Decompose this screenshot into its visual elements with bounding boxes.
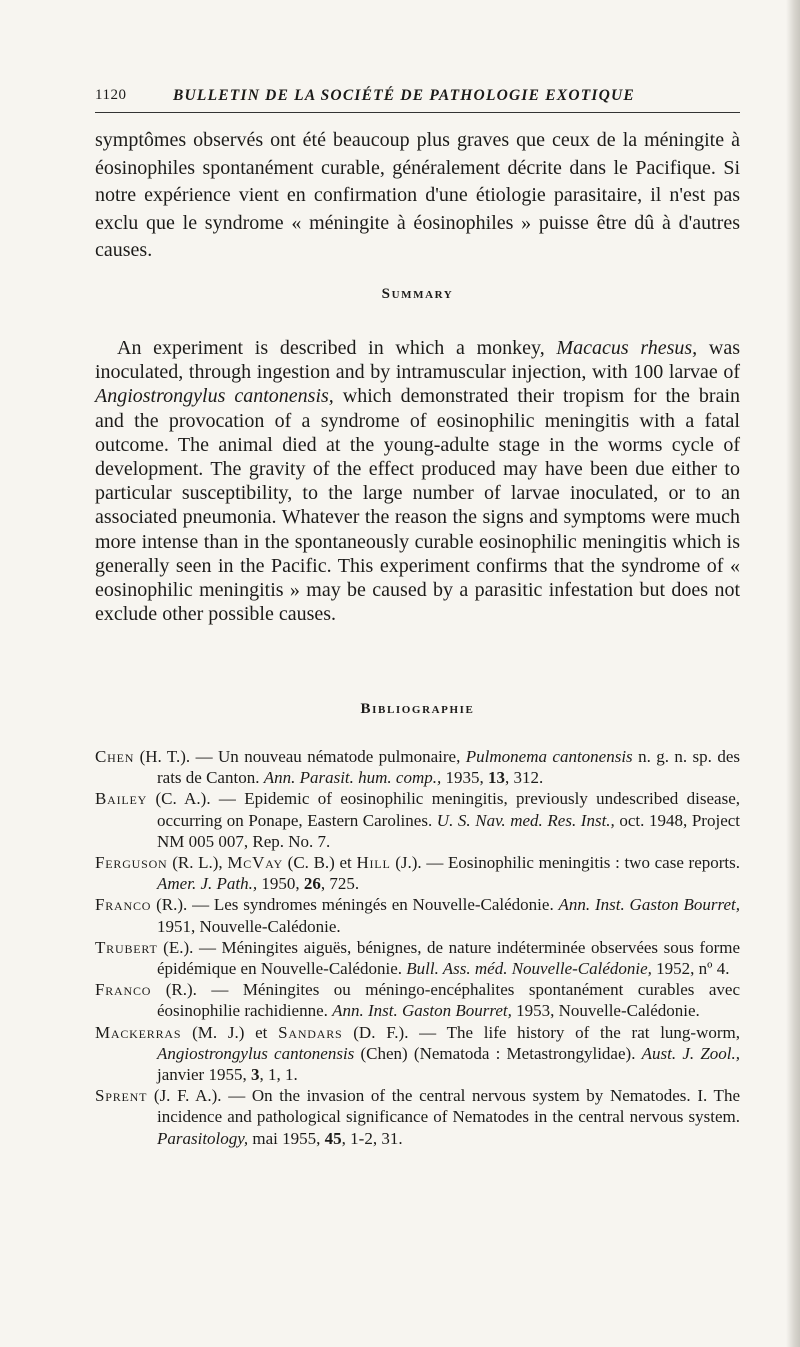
reference-ferguson: Ferguson (R. L.), McVay (C. B.) et Hill (J.). — Eosinophilic meningitis : two case reports. Amer. J. Path., 1950, 26, 725. <box>95 853 741 894</box>
summary-paragraph: An experiment is described in which a monkey, Macacus rhesus, was inoculated, through ingestion and by intramuscular injection, with 100 larvae of Angiostrongylus cantonensis, which demonstrated their tropism for the brain and the provocation of a syndrome of eosinophilic meningitis with a fatal outcome. The animal died at the young-adulte stage in the worms cycle of development. The gravity of the effect produced may have been due either to particular susceptibility, to the large number of larvae inoculated, or to an associated pneumonia. Whatever the reason the signs and symptoms were much more intense than in the spontaneously curable eosinophilic meningitis which is generally seen in the Pacific. This experiment confirms that the syndrome of « eosinophilic meningitis » may be caused by a parasitic infestation but does not exclude other possible causes. <box>95 337 741 626</box>
reference-chen: Chen (H. T.). — Un nouveau nématode pulmonaire, Pulmonema cantonensis n. g. n. sp. des rats de Canton. Ann. Parasit. hum. comp., 1935, 13, 312. <box>95 747 740 788</box>
header-rule <box>95 112 740 113</box>
reference-sprent: Sprent (J. F. A.). — On the invasion of the central nervous system by Nematodes. I. The incidence and pathological significance of Nematodes in the central nervous system. Parasitology, mai 1955, 45, 1-2, 31. <box>95 1086 740 1148</box>
species-macacus: Macacus rhesus, <box>556 337 698 359</box>
page-edge-shadow <box>786 0 800 1347</box>
french-paragraph: symptômes observés ont été beaucoup plus graves que ceux de la méningite à éosinophiles spontanément curable, généralement décrite dans le Pacifique. Si notre expérience vient en confirmation d'une étiologie parasitaire, il n'est pas exclu que le syndrome « méningite à éosinophiles » puisse être dû à d'autres causes. <box>95 129 740 262</box>
reference-trubert: Trubert (E.). — Méningites aiguës, bénignes, de nature indéterminée observées sous forme épidémique en Nouvelle-Calédonie. Bull. Ass. méd. Nouvelle-Calédonie, 1952, nº 4. <box>95 937 740 979</box>
running-header <box>95 84 740 110</box>
reference-franco-1951: Franco (R.). — Les syndromes méningés en Nouvelle-Calédonie. Ann. Inst. Gaston Bourret, 1951, Nouvelle-Calédonie. <box>95 895 740 936</box>
journal-title: BULLETIN DE LA SOCIÉTÉ DE PATHOLOGIE EXOTIQUE <box>173 87 635 104</box>
page-number: 1120 <box>95 87 127 103</box>
species-angiostrongylus: Angiostrongylus cantonensis, <box>95 385 334 408</box>
summary-heading: Summary <box>381 286 454 302</box>
reference-mackerras: Mackerras (M. J.) et Sandars (D. F.). — The life history of the rat lung-worm, Angiostrongylus cantonensis (Chen) (Nematoda : Metastrongylidae). Aust. J. Zool., janvier 1955, 3, 1, 1. <box>95 1022 740 1085</box>
bibliography-list <box>95 746 740 1149</box>
bibliography-heading: Bibliographie <box>360 701 475 717</box>
reference-franco-1953: Franco (R.). — Méningites ou méningo-encéphalites spontanément curables avec éosinophilie rachidienne. Ann. Inst. Gaston Bourret, 1953, Nouvelle-Calédonie. <box>95 980 740 1021</box>
reference-bailey: Bailey (C. A.). — Epidemic of eosinophilic meningitis, previously undescribed disease, occurring on Ponape, Eastern Carolines. U. S. Nav. med. Res. Inst., oct. 1948, Project NM 005 007, Rep. No. 7. <box>95 789 741 851</box>
